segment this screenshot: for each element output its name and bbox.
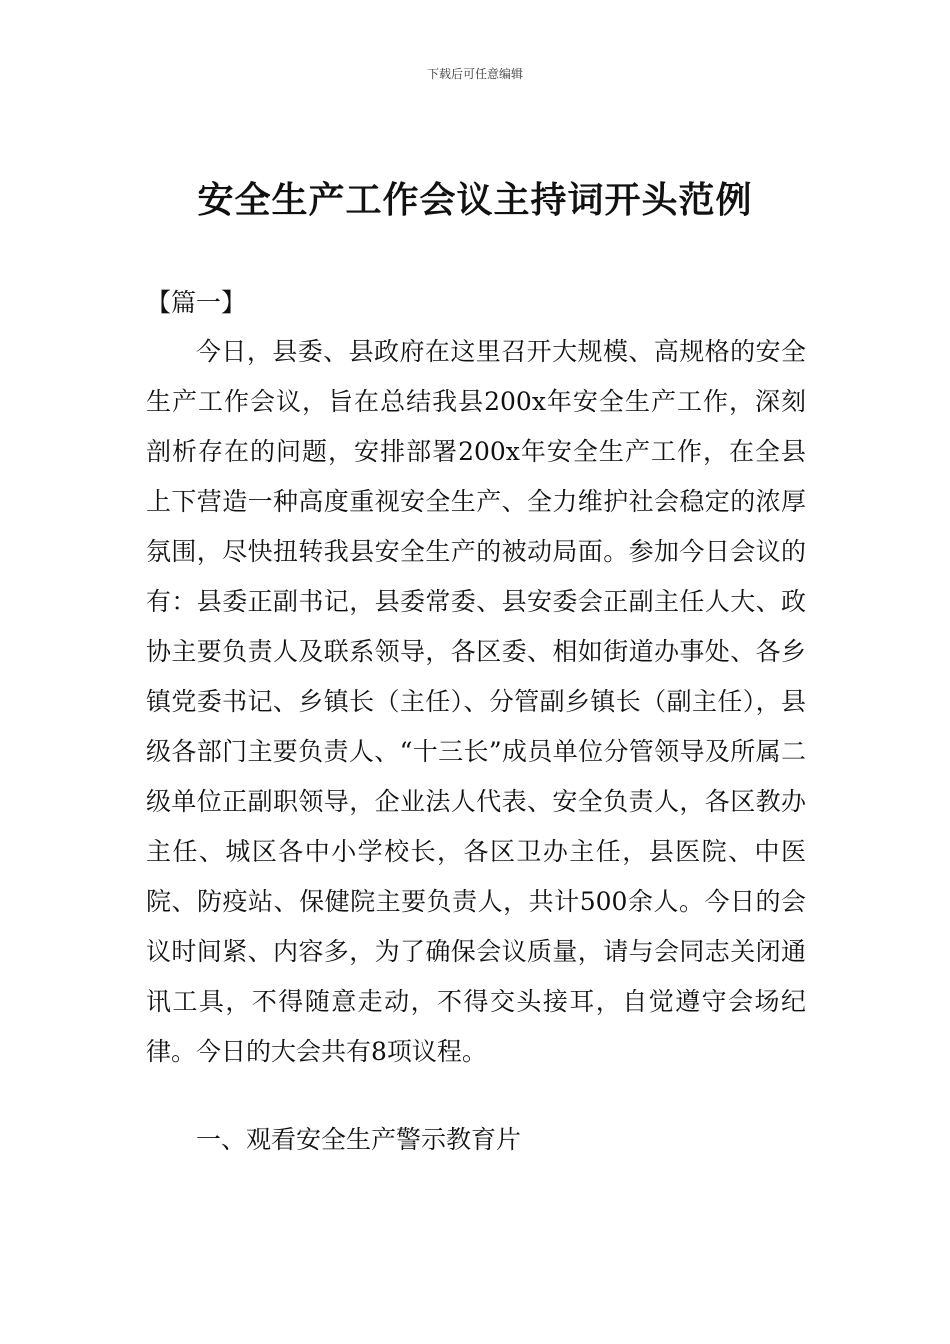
page-header-note: 下载后可任意编辑 xyxy=(426,67,523,81)
document-title: 安全生产工作会议主持词开头范例 xyxy=(197,180,753,221)
agenda-item-heading: 一、观看安全生产警示教育片 xyxy=(196,1125,522,1154)
body-paragraph: 今日，县委、县政府在这里召开大规模、高规格的安全生产工作会议，旨在总结我县200x年安全生产工作，深刻剖析存在的问题，安排部署200x年安全生产工作，在全县上下营造一种高度重视安全生产、全力维护社会稳定的浓厚氛围，尽快扭转我县安全生产的被动局面。参加今日会议的有：县委正副书记，县委常委、县安委会正副主任人大、政协主要负责人及联系领导，各区委、相如街道办事处、各乡镇党委书记、乡镇长（主任）、分管副乡镇长（副主任），县级各部门主要负责人、“十三长”成员单位分管领导及所属二级单位正副职领导，企业法人代表、安全负责人，各区教办主任、城区各中小学校长，各区卫办主任，县医院、中医院、防疫站、保健院主要负责人，共计500余人。今日的会议时间紧、内容多，为了确保会议质量，请与会同志关闭通讯工具，不得随意走动，不得交头接耳，自觉遵守会场纪律。今日的大会共有8项议程。 xyxy=(146,337,806,1066)
section-label: 【篇一】 xyxy=(146,288,247,317)
